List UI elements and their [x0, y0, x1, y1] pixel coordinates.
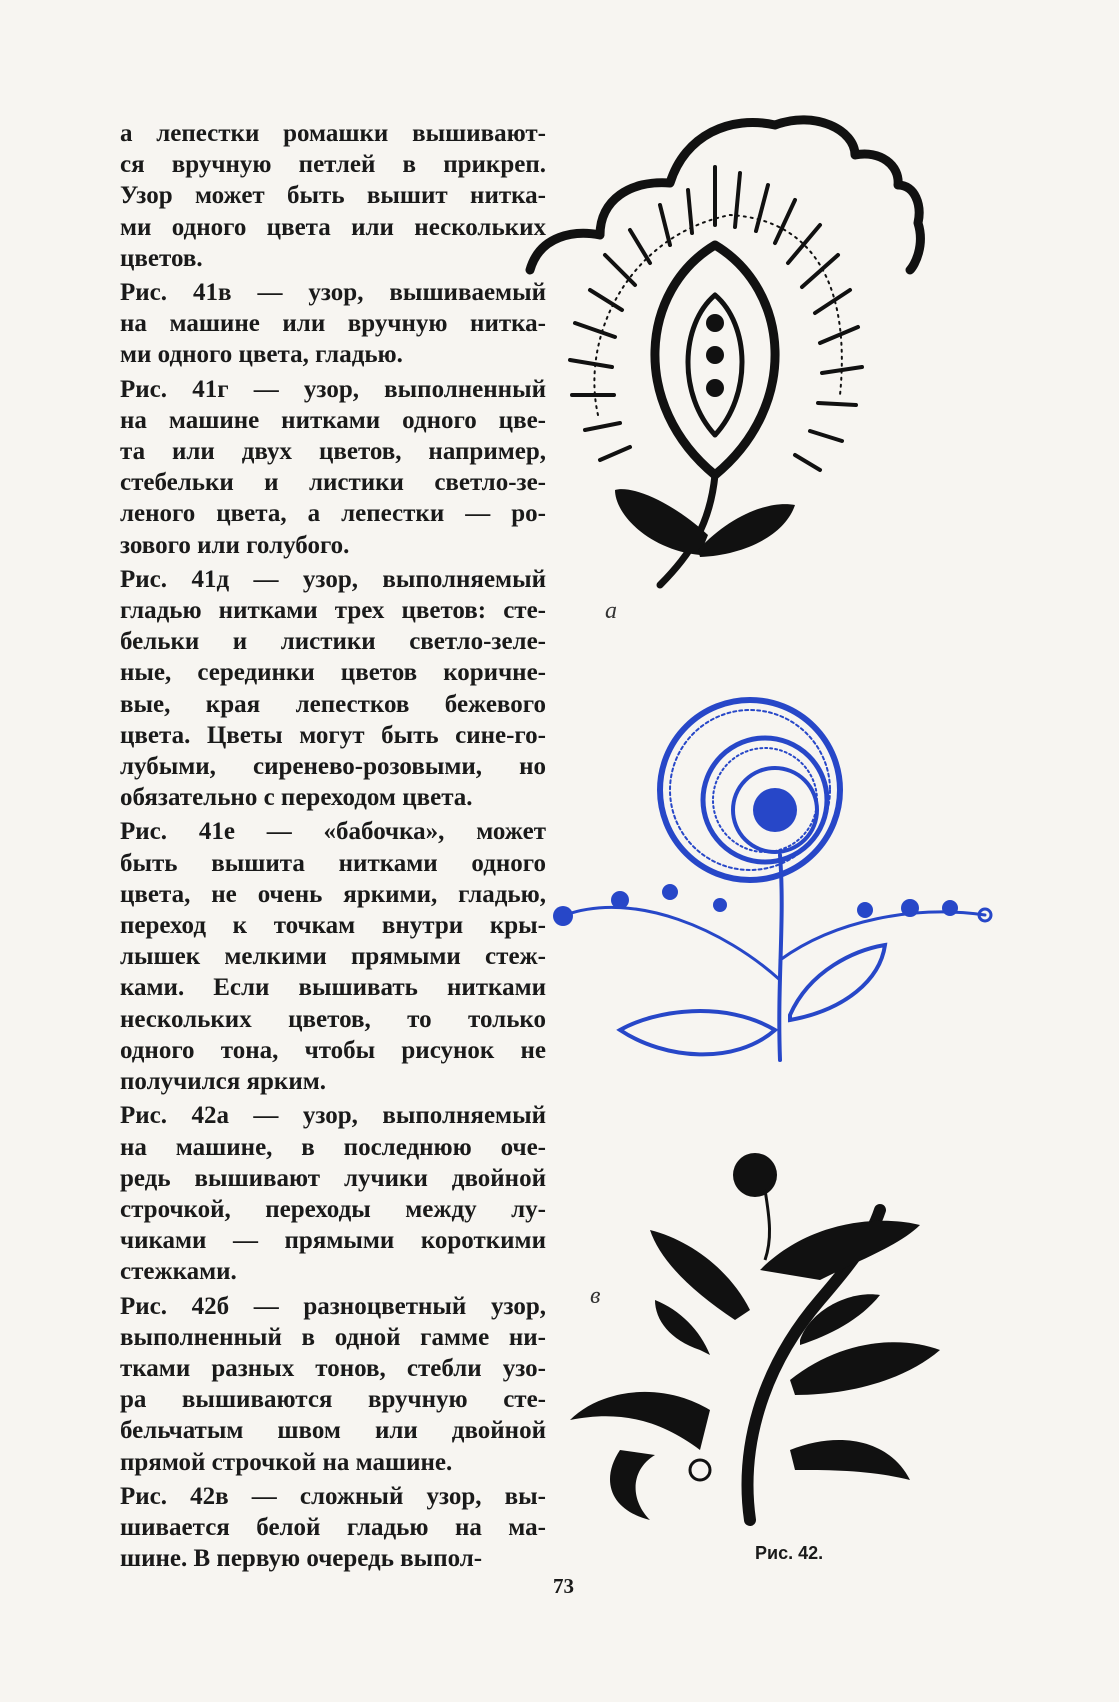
- text-line: шивается белой гладью на ма-: [120, 1513, 546, 1541]
- text-line: выполненный в одной гамме ни-: [120, 1323, 546, 1351]
- text-line: ми одного цвета или нескольких: [120, 213, 546, 241]
- paragraph: [120, 1291, 546, 1478]
- figure-a-letter: а: [605, 598, 617, 624]
- text-line: лубыми, сиренево-розовыми, но: [120, 753, 546, 781]
- text-line: бельчатым швом или двойной: [120, 1417, 546, 1445]
- text-line: Узор может быть вышит нитка-: [120, 182, 546, 210]
- text-line: Рис. 41в — узор, вышиваемый: [120, 279, 546, 307]
- paragraph: [120, 118, 546, 274]
- text-line: переход к точкам внутри кры-: [120, 912, 546, 940]
- paragraph: [120, 277, 546, 371]
- text-line: цвета. Цветы могут быть сине-го-: [120, 721, 546, 749]
- text-line: цветов.: [120, 244, 203, 272]
- text-line: на машине или вручную нитка-: [120, 310, 546, 338]
- figure-v: [560, 1150, 1000, 1530]
- text-line: Рис. 42а — узор, выполняемый: [120, 1102, 546, 1130]
- text-line: обязательно с переходом цвета.: [120, 784, 473, 812]
- text-line: прямой строчкой на машине.: [120, 1448, 453, 1476]
- text-line: на машине, в последнюю оче-: [120, 1133, 546, 1161]
- text-line: чиками — прямыми короткими: [120, 1227, 546, 1255]
- text-line: зового или голубого.: [120, 531, 350, 559]
- text-line: ра вышиваются вручную сте-: [120, 1386, 546, 1414]
- text-line: Рис. 42б — разноцветный узор,: [120, 1292, 546, 1320]
- text-line: ся вручную петлей в прикреп.: [120, 151, 546, 179]
- text-line: а лепестки ромашки вышивают-: [120, 120, 546, 147]
- text-line: бельки и листики светло-зеле-: [120, 628, 546, 656]
- text-line: строчкой, переходы между лу-: [120, 1195, 546, 1223]
- text-line: цвета, не очень яркими, гладью,: [120, 880, 546, 908]
- text-line: вые, края лепестков бежевого: [120, 690, 546, 718]
- text-line: лышек мелкими прямыми стеж-: [120, 943, 546, 971]
- text-line: тками разных тонов, стебли узо-: [120, 1354, 546, 1382]
- blue-flower-icon: [545, 660, 1015, 1090]
- text-line: та или двух цветов, например,: [120, 438, 546, 466]
- text-line: ные, серединки цветов коричне-: [120, 659, 546, 687]
- text-line: Рис. 41е — «бабочка», может: [120, 818, 546, 846]
- text-line: Рис. 41г — узор, выполненный: [120, 375, 546, 403]
- text-line: Рис. 41д — узор, выполняемый: [120, 565, 546, 593]
- text-line: шине. В первую очередь выпол-: [120, 1545, 483, 1573]
- text-line: Рис. 42в — сложный узор, вы-: [120, 1482, 546, 1510]
- page-number: 73: [553, 1574, 574, 1598]
- text-line: редь вышивают лучики двойной: [120, 1164, 546, 1192]
- text-line: получился ярким.: [120, 1068, 327, 1096]
- text-line: леного цвета, а лепестки — ро-: [120, 500, 546, 528]
- text-line: гладью нитками трех цветов: сте-: [120, 597, 546, 625]
- text-line: быть вышита нитками одного: [120, 849, 546, 877]
- sun-flower-icon: [520, 105, 930, 595]
- text-line: одного тона, чтобы рисунок не: [120, 1036, 546, 1064]
- paragraph: [120, 564, 546, 814]
- paragraph: [120, 1481, 546, 1575]
- leaf-ornament-icon: [560, 1150, 1000, 1530]
- text-line: ми одного цвета, гладью.: [120, 341, 403, 369]
- figure-caption: Рис. 42.: [755, 1543, 824, 1563]
- figure-b: [545, 660, 1015, 1090]
- text-line: ками. Если вышивать нитками: [120, 974, 546, 1002]
- text-line: нескольких цветов, то только: [120, 1005, 546, 1033]
- figure-v-letter: в: [590, 1283, 601, 1309]
- text-line: стежками.: [120, 1258, 237, 1286]
- paragraph: [120, 816, 546, 1097]
- text-line: на машине нитками одного цве-: [120, 406, 546, 434]
- paragraph: [120, 374, 546, 561]
- body-text: [120, 118, 546, 1577]
- paragraph: [120, 1100, 546, 1287]
- text-line: стебельки и листики светло-зе-: [120, 469, 546, 497]
- figure-a: [520, 105, 930, 595]
